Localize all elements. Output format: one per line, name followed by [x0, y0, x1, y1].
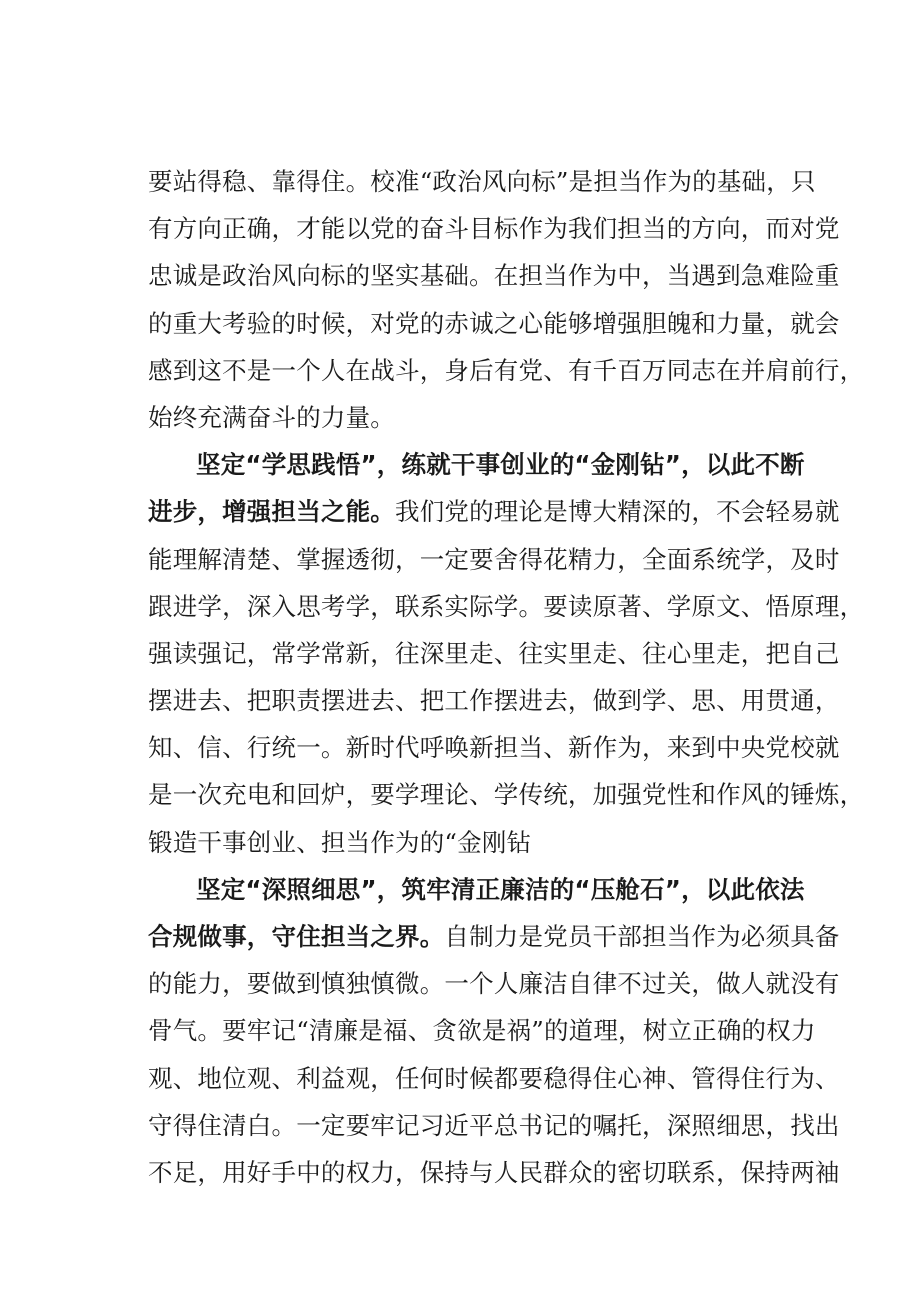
text-line [148, 536, 840, 583]
text-line [148, 583, 865, 630]
body-text: 锻造干事创业、担当作为的“金刚钻 [148, 827, 532, 857]
body-text: 知、信、行统一。新时代呼唤新担当、新作为，来到中央党校就 [148, 733, 840, 763]
paragraph-2 [148, 441, 865, 866]
text-line [148, 677, 840, 724]
text-line: 感到这不是一个人在战斗，身后有党、有千百万同志在并肩前行， [148, 355, 865, 385]
document-page [148, 158, 865, 1196]
body-text: 跟进学，深入思考学，联系实际学。要读原著、学原文、悟原理， [148, 591, 865, 621]
text-line [148, 1007, 816, 1054]
bold-heading-text: 坚定“深照细思”，筑牢清正廉洁的“压舱石”，以此依法 [196, 874, 805, 904]
text-line: 要站得稳、靠得住。校准“政治风向标”是担当作为的基础，只 [148, 167, 816, 196]
text-line [148, 488, 840, 535]
bold-heading-text: 进步，增强担当之能。 [148, 497, 395, 527]
body-text: 观、地位观、利益观，任何时候都要稳得住心神、管得住行为、 [148, 1063, 840, 1093]
text-line [148, 913, 840, 960]
text-line [148, 724, 840, 771]
body-text: 强读强记，常学常新，往深里走、往实里走、往心里走，把自己 [148, 638, 840, 668]
body-text: 摆进去、把职责摆进去、把工作摆进去，做到学、思、用贯通， [148, 686, 840, 716]
text-line [148, 441, 808, 488]
text-line [148, 866, 808, 913]
bold-heading-text: 坚定“学思践悟”，练就干事创业的“金刚钻”，以此不断 [196, 450, 805, 480]
body-text: 的能力，要做到慎独慎微。一个人廉洁自律不过关，做人就没有 [148, 969, 840, 999]
text-line [148, 771, 865, 818]
text-line [148, 1149, 840, 1196]
body-text: 守得住清白。一定要牢记习近平总书记的嘱托，深照细思，找出 [148, 1110, 840, 1140]
body-text: 不足，用好手中的权力，保持与人民群众的密切联系，保持两袖 [148, 1157, 840, 1187]
text-line [148, 1102, 840, 1149]
body-text: 自制力是党员干部担当作为必须具备 [444, 922, 840, 951]
text-line [148, 1055, 840, 1102]
text-line [148, 960, 840, 1007]
paragraph-1 [148, 158, 865, 441]
body-text: 骨气。要牢记“清廉是福、贪欲是祸”的道理，树立正确的权力 [148, 1016, 816, 1046]
body-text: 能理解清楚、掌握透彻，一定要舍得花精力，全面系统学，及时 [148, 544, 840, 574]
body-text: 是一次充电和回炉，要学理论、学传统，加强党性和作风的锤炼， [148, 780, 865, 810]
text-line: 有方向正确，才能以党的奋斗目标作为我们担当的方向，而对党 [148, 214, 840, 244]
text-line [148, 819, 808, 866]
bold-heading-text: 合规做事，守住担当之界。 [148, 922, 445, 951]
body-text: 我们党的理论是博大精深的，不会轻易就 [395, 497, 840, 527]
text-line: 的重大考验的时候，对党的赤诚之心能够增强胆魄和力量，就会 [148, 308, 840, 338]
text-line: 始终充满奋斗的力量。 [148, 402, 395, 432]
text-line [148, 630, 840, 677]
paragraph-3 [148, 866, 840, 1196]
text-line: 忠诚是政治风向标的坚实基础。在担当作为中，当遇到急难险重 [148, 261, 840, 291]
